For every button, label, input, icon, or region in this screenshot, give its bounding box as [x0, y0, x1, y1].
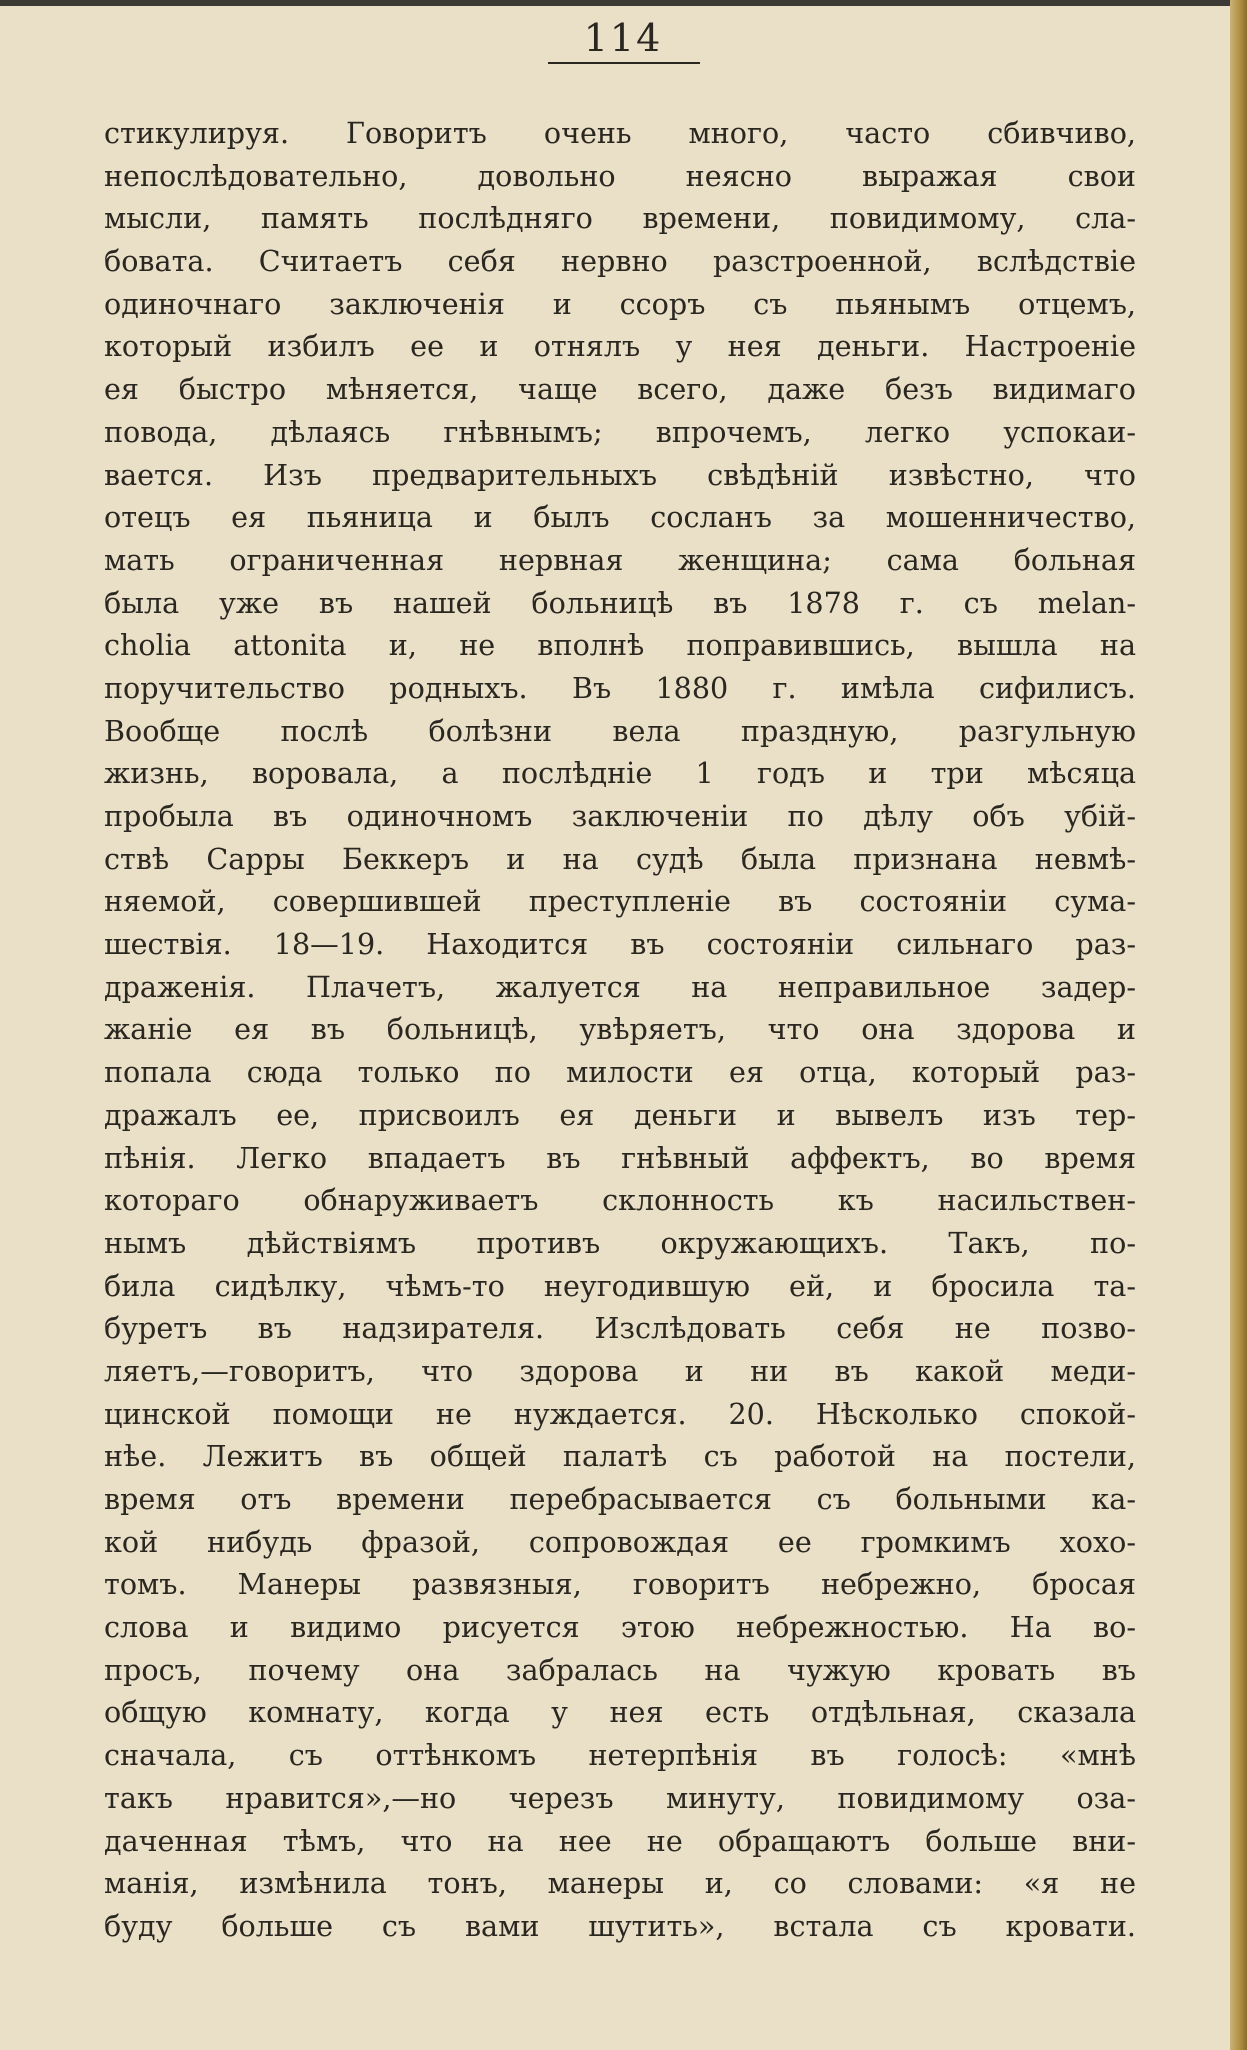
text-line: поручительство родныхъ. Въ 1880 г. имѣла сифилисъ.	[104, 670, 1136, 705]
text-line: жаніе ея въ больницѣ, увѣряетъ, что она здорова и	[104, 1012, 1136, 1047]
text-line: мысли, память послѣдняго времени, повидимому, сла-	[104, 201, 1136, 236]
text-line: мать ограниченная нервная женщина; сама больная	[104, 542, 1136, 577]
text-line: попала сюда только по милости ея отца, который раз-	[104, 1055, 1136, 1090]
text-line: стикулируя. Говоритъ очень много, часто сбивчиво,	[104, 116, 1136, 150]
text-line: была уже въ нашей больницѣ въ 1878 г. съ melan-	[104, 585, 1136, 620]
page-number-rule	[548, 62, 700, 64]
text-line: который избилъ ее и отнялъ у нея деньги. Настроеніе	[104, 329, 1136, 364]
text-line: непослѣдовательно, довольно неясно выражая свои	[104, 158, 1136, 193]
text-line: время отъ времени перебрасывается съ больными ка-	[104, 1482, 1136, 1516]
text-line: ствѣ Сарры Беккеръ и на судѣ была признана невмѣ-	[104, 841, 1136, 876]
text-line: такъ нравится»,—но черезъ минуту, повидимому оза-	[104, 1780, 1136, 1815]
book-spine-edge	[1230, 0, 1247, 2050]
text-line: била сидѣлку, чѣмъ-то неугодившую ей, и бросила та-	[104, 1268, 1136, 1303]
text-line: слова и видимо рисуется этою небрежностью. На во-	[104, 1610, 1136, 1645]
text-line: пѣнія. Легко впадаетъ въ гнѣвный аффектъ, во время	[104, 1140, 1136, 1175]
text-line: цинской помощи не нуждается. 20. Нѣсколько спокой-	[104, 1396, 1136, 1431]
text-line: Вообще послѣ болѣзни вела праздную, разгульную	[104, 713, 1136, 748]
text-line: манія, измѣнила тонъ, манеры и, со словами: «я не	[104, 1866, 1136, 1901]
text-line: буретъ въ надзирателя. Изслѣдовать себя не позво-	[104, 1311, 1136, 1346]
text-line: буду больше съ вами шутить», встала съ кровати.	[104, 1908, 1136, 1943]
text-line: cholia attonita и, не вполнѣ поправившись, вышла на	[104, 628, 1136, 663]
text-line: нѣе. Лежитъ въ общей палатѣ съ работой на постели,	[104, 1439, 1136, 1474]
text-line: дражалъ ее, присвоилъ ея деньги и вывелъ изъ тер-	[104, 1097, 1136, 1132]
text-line: ляетъ,—говоритъ, что здорова и ни въ какой меди-	[104, 1353, 1136, 1388]
text-line: повода, дѣлаясь гнѣвнымъ; впрочемъ, легко успокаи-	[104, 414, 1136, 449]
text-line: пробыла въ одиночномъ заключеніи по дѣлу объ убій-	[104, 799, 1136, 833]
top-edge-rule	[0, 0, 1230, 6]
text-line: одиночнаго заключенія и ссоръ съ пьянымъ отцемъ,	[104, 286, 1136, 321]
text-line: сначала, съ оттѣнкомъ нетерпѣнія въ голосѣ: «мнѣ	[104, 1738, 1136, 1773]
text-line: общую комнату, когда у нея есть отдѣльная, сказала	[104, 1695, 1136, 1730]
text-line: отецъ ея пьяница и былъ сосланъ за мошенничество,	[104, 500, 1136, 535]
text-line: нымъ дѣйствіямъ противъ окружающихъ. Такъ, по-	[104, 1225, 1136, 1260]
text-line: жизнь, воровала, а послѣдніе 1 годъ и три мѣсяца	[104, 756, 1136, 791]
text-line: котораго обнаруживаетъ склонность къ насильствен-	[104, 1183, 1136, 1218]
text-line: томъ. Манеры развязныя, говоритъ небрежно, бросая	[104, 1567, 1136, 1602]
body-text	[104, 112, 1136, 1948]
text-line: шествія. 18—19. Находится въ состояніи сильнаго раз-	[104, 927, 1136, 962]
text-line: даченная тѣмъ, что на нее не обращаютъ больше вни-	[104, 1823, 1136, 1858]
page-number: 114	[583, 16, 663, 60]
text-line: няемой, совершившей преступленіе въ состояніи сума-	[104, 884, 1136, 919]
text-line: просъ, почему она забралась на чужую кровать въ	[104, 1652, 1136, 1687]
text-line: бовата. Считаетъ себя нервно разстроенной, вслѣдствіе	[104, 244, 1136, 279]
text-line: драженія. Плачетъ, жалуется на неправильное задер-	[104, 969, 1136, 1004]
text-line: вается. Изъ предварительныхъ свѣдѣній извѣстно, что	[104, 457, 1136, 492]
text-line: кой нибудь фразой, сопровождая ее громкимъ хохо-	[104, 1524, 1136, 1559]
text-line: ея быстро мѣняется, чаще всего, даже безъ видимаго	[104, 372, 1136, 407]
